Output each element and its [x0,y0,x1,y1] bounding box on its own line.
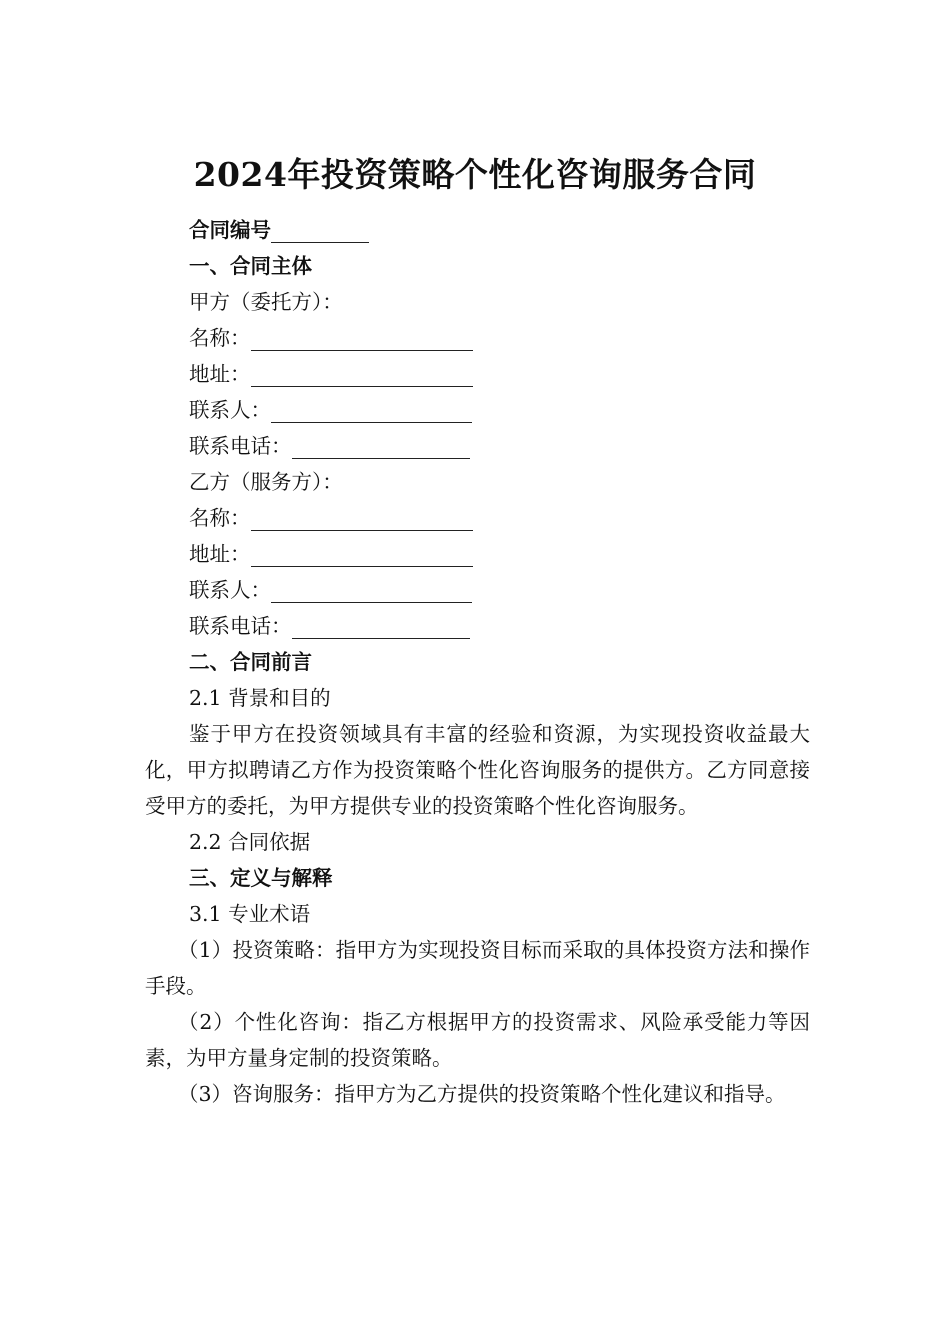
party-a-address-label: 地址： [189,362,251,386]
section1-heading: 一、合同主体 [189,254,312,278]
contract-number-label: 合同编号 [189,218,271,242]
section2-sub2: 2.2 合同依据 [189,830,311,854]
party-b-address-label: 地址： [189,542,251,566]
party-b-contact-label: 联系人： [189,578,271,602]
party-a-phone-label: 联系电话： [189,434,292,458]
party-a-name-line [145,320,810,356]
definition-item-1: （1）投资策略：指甲方为实现投资目标而采取的具体投资方法和操作手段。 [145,938,810,998]
party-b-contact-line [145,572,810,608]
document-body [145,212,810,1112]
party-b-name-blank [251,504,473,531]
party-a-name-blank [251,324,473,351]
party-a-label: 甲方（委托方）： [189,290,343,314]
party-b-phone-blank [292,612,470,639]
section2-heading: 二、合同前言 [189,650,312,674]
party-a-contact-blank [271,396,472,423]
party-b-name-label: 名称： [189,506,251,530]
party-b-label: 乙方（服务方）： [189,470,343,494]
section3-sub1: 3.1 专业术语 [189,902,311,926]
party-b-address-line [145,536,810,572]
definition-item-2: （2）个性化咨询：指乙方根据甲方的投资需求、风险承受能力等因素，为甲方量身定制的投资策略。 [145,1010,810,1070]
party-a-contact-label: 联系人： [189,398,271,422]
party-b-contact-blank [271,576,472,603]
document-title: 2024年投资策略个性化咨询服务合同 [193,155,757,194]
party-a-address-line [145,356,810,392]
section2-paragraph: 鉴于甲方在投资领域具有丰富的经验和资源，为实现投资收益最大化，甲方拟聘请乙方作为投资策略个性化咨询服务的提供方。乙方同意接受甲方的委托，为甲方提供专业的投资策略个性化咨询服务。 [145,722,810,818]
party-a-name-label: 名称： [189,326,251,350]
contract-number-line [145,212,810,248]
party-a-contact-line [145,392,810,428]
party-a-phone-line [145,428,810,464]
section3-heading: 三、定义与解释 [189,866,333,890]
party-b-address-blank [251,540,473,567]
contract-number-blank [271,216,369,243]
definition-item-3: （3）咨询服务：指甲方为乙方提供的投资策略个性化建议和指导。 [178,1082,786,1106]
party-a-phone-blank [292,432,470,459]
party-b-name-line [145,500,810,536]
section2-sub1: 2.1 背景和目的 [189,686,331,710]
party-a-address-blank [251,360,473,387]
party-b-phone-line [145,608,810,644]
party-b-phone-label: 联系电话： [189,614,292,638]
